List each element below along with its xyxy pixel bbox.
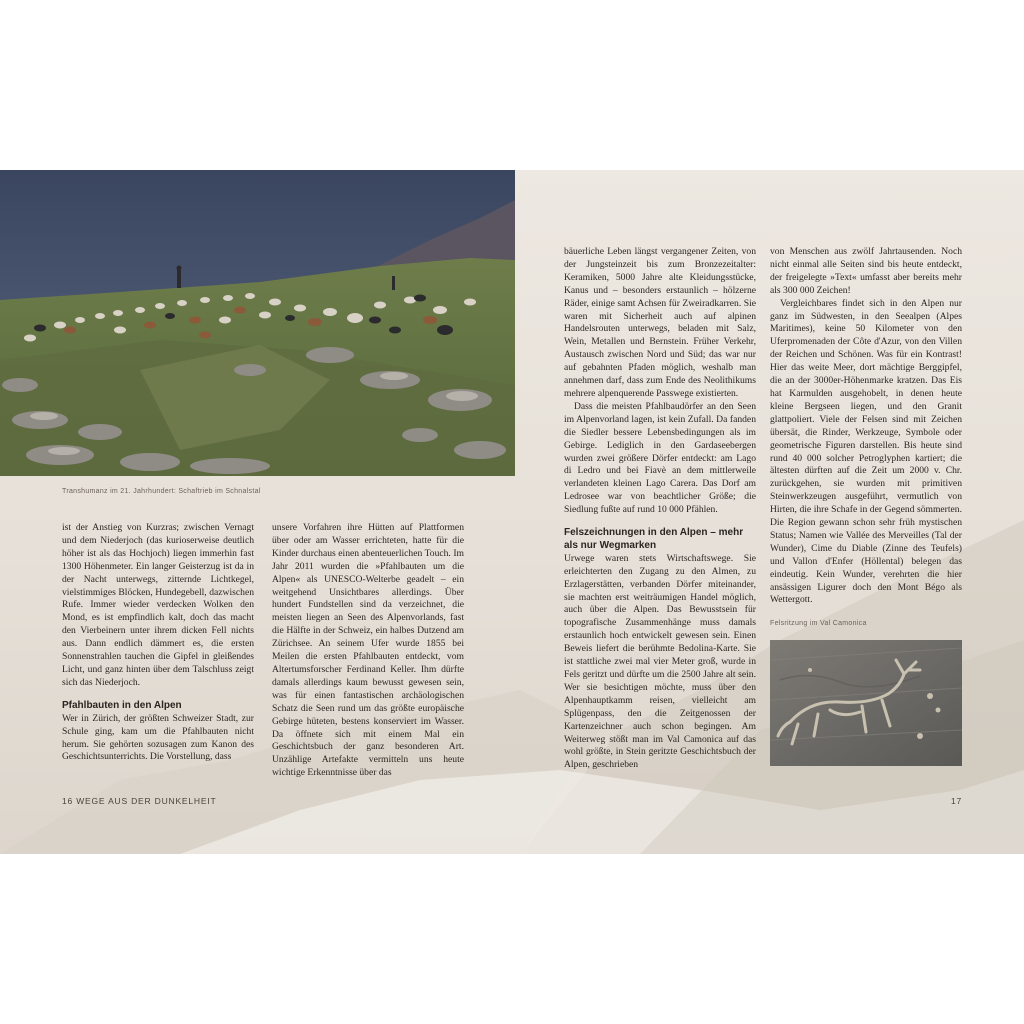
text-column-3 <box>564 246 756 772</box>
paragraph: Vergleichbares findet sich in den Alpen nur ganz im Südwesten, in den Seealpen (Alpes Maritimes), keine 50 Kilometer von den Uferpromenaden der Côte d'Azur, von den Villen der Reichen und Schönen. Was für ein Kontrast! Hier das weite Meer, dort mächtige Berggipfel, die an der 3000er-Höhenmarke kratzen. Das Eis hat Karmulden ausgehobelt, in denen heute kleine Bergseen liegen, und den Granit glattpoliert. Viele der Felsen sind mit Zeichen übersät, die Rinder, Werkzeuge, Symbole oder geometrische Figuren darstellen. Bis heute sind rund 40 000 solcher Petroglyphen kartiert; die ältesten dürften auf die Zeit um 2000 v. Chr. zurückgehen, sie wurden mit primitiven Steinwerkzeugen ausgeführt, vermutlich von Hirten, die ihre Schafe in der Gegend sömmerten. Die Region gewann schon sehr früh mystischen Status; Namen wie Vallée des Merveilles (Tal der Wunder), Cime du Diable (Zinne des Teufels) und Vallon d'Enfer (Höllental) belegen das eindeutig. Kein Wunder, verehrten die hier ansässigen Ligurer doch den Mont Bégo als Wettergott. <box>770 297 962 606</box>
photo-caption: Transhumanz im 21. Jahrhundert: Schaftrieb im Schnalstal <box>62 488 261 495</box>
text-column-1 <box>62 522 254 764</box>
paragraph: von Menschen aus zwölf Jahrtausenden. Noch nicht einmal alle Seiten sind bis heute entdeckt, der freigelegte »Text« umfasst aber bereits mehr als 300 000 Zeichen! <box>770 246 962 296</box>
paragraph: Urwege waren stets Wirtschaftswege. Sie erleichterten den Zugang zu den Almen, zu Erzlagerstätten, verbanden Dörfer miteinander, sie machten erst weiträumigen Handel möglich, auch über die Alpen. Das Bewusstsein für topografische Zusammenhänge muss damals erstaunlich hoch entwickelt gewesen sein. Einen Beweis liefert die berühmte Bedolina-Karte. Sie ist stattliche zwei mal vier Meter groß, wurde in Fels geritzt und dürfte um die 2500 Jahre alt sein. Wer sie besichtigen möchte, muss über den Alpenhauptkamm reisen, vielleicht am Splügenpass, den die Zeitgenossen der Kartenzeichner auch schon begingen. Am Weiterweg stößt man im Val Camonica auf das wohl größte, in Stein geritzte Geschichtsbuch der Alpen, geschrieben <box>564 552 756 771</box>
paragraph: Dass die meisten Pfahlbaudörfer an den Seen im Alpenvorland lagen, ist kein Zufall. Da fanden die Siedler bessere Lebensbedingungen als im Gebirge. Lediglich in den Gardaseebergen wurden zwei größere Dörfer entdeckt: am Lago di Ledro und bei Fiavè an dem mittlerweile verlandeten kleinen Lago Carera. Das Dorf am Ledrosee war von beachtlicher Größe; die Siedlung fußte auf rund 10 000 Pfählen. <box>564 400 756 516</box>
petroglyph-photo <box>770 640 962 766</box>
paragraph: bäuerliche Leben längst vergangener Zeiten, von der Jungsteinzeit bis zum Bronzezeitalter: Keramiken, 5000 Jahre alte Kleidungsstücke, Kanus und – besonders erstaunlich – hölzerne Räder, einige samt Achsen für Zweiradkarren. Sie waren mit Sicherheit auch auf alpinen Handelsrouten unterwegs, beladen mit Salz, Wein, Metallen und Bernstein. Früher Verkehr, Austausch zwischen Nord und Süd; das war nur auf gebahnten Pfaden möglich, weshalb man annehmen darf, dass zum Ende des Neolithikums mehrere alpenquerende Passwege existierten. <box>564 246 756 399</box>
page-number-right: 17 <box>950 796 962 806</box>
book-spread <box>0 170 1024 854</box>
paragraph: unsere Vorfahren ihre Hütten auf Plattformen über oder am Wasser errichteten, hatte für die Kinder durchaus einen abenteuerlichen Touch. Im Jahr 2011 wurden die »Pfahlbauten um die Alpen« als UNESCO-Welterbe geadelt – ein weitgehend Unsichtbares allerdings. Über hundert Fundstellen sind da verzeichnet, die meisten liegen an Seen des Alpenvorlands, fast die Hälfte in der Schweiz, ein halbes Dutzend am Zürichsee. An seinem Ufer wurde 1855 bei Meilen die ersten Pfahlbauten entdeckt, vom Altertumsforscher Ferdinand Keller. Ihm dürfte damals allerdings kaum bewusst gewesen sein, was für einen fantastischen archäologischen Schatz die Seen rund um das größte europäische Gebirge hüteten, bestens konserviert im Wasser. Da öffnete sich mit einem Mal ein Geschichtsbuch der ganz besonderen Art. Unzählige Artefakte vermitteln uns heute wichtige Erkenntnisse über das <box>272 522 464 779</box>
paragraph: Wer in Zürich, der größten Schweizer Stadt, zur Schule ging, kam um die Pfahlbauten nicht herum. Sie gehörten sozusagen zum Kanon des Geschichtsunterrichts. Die Vorstellung, dass <box>62 712 254 763</box>
paragraph: ist der Anstieg von Kurzras; zwischen Vernagt und dem Niederjoch (das kurioserweise deutlich höher ist als das Hochjoch) liegen immerhin fast 1300 Höhenmeter. Ein langer Geisterzug ist da in der Nacht unterwegs, zitternde Lichtkegel, vielstimmiges Blöcken, Hundegebell, dazwischen Rufe. Immer wieder verdecken Wolken den Mond, es ist empfindlich kalt, doch das macht den Vierbeinern unter ihrem dicken Fell nichts aus. Dann endlich dämmert es, die ersten Sonnenstrahlen tauchen die Gipfel in gleißendes Licht, und ganz hinten über dem Talschluss zeigt sich das Niederjoch. <box>62 522 254 688</box>
figure-caption: Felsritzung im Val Camonica <box>770 620 867 627</box>
section-heading: Felszeichnungen in den Alpen – mehr als nur Wegmarken <box>564 527 744 551</box>
text-column-4 <box>770 246 962 607</box>
section-heading: Pfahlbauten in den Alpen <box>62 699 182 711</box>
text-column-2 <box>272 522 464 780</box>
running-footer-left: 16 WEGE AUS DER DUNKELHEIT <box>62 796 217 806</box>
sheep-drive-photo <box>0 170 515 476</box>
